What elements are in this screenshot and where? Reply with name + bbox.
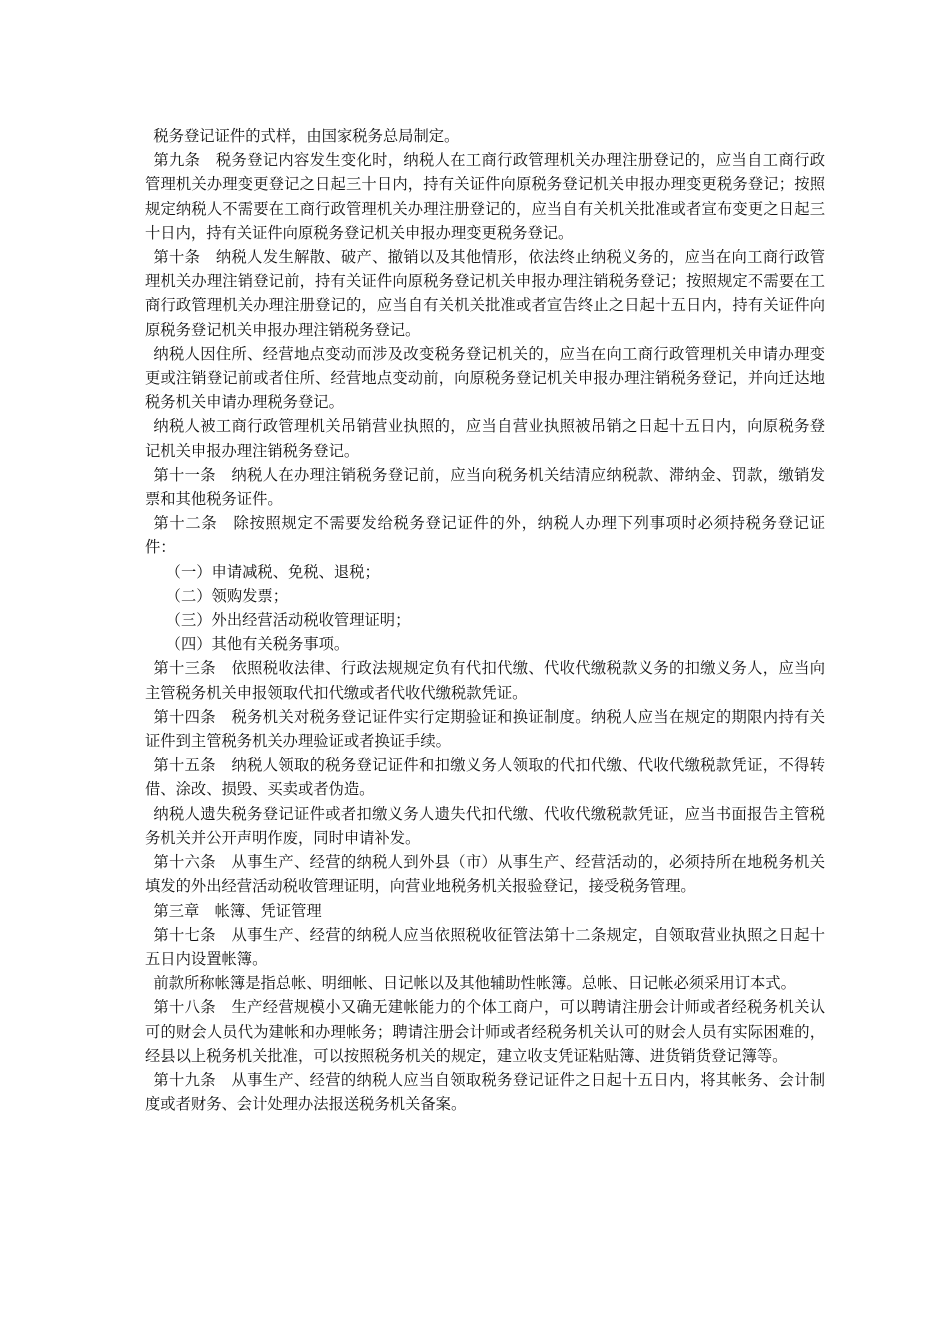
paragraph: 纳税人被工商行政管理机关吊销营业执照的，应当自营业执照被吊销之日起十五日内，向原税务登记机关申报办理注销税务登记。 xyxy=(145,417,825,460)
paragraph: 前款所称帐簿是指总帐、明细帐、日记帐以及其他辅助性帐簿。总帐、日记帐必须采用订本式。 xyxy=(153,974,796,993)
list-item: （一）申请减税、免税、退税； xyxy=(165,562,380,581)
list-item: （二）领购发票； xyxy=(165,586,289,605)
document-page xyxy=(145,124,825,1116)
chapter-heading: 第三章 帐簿、凭证管理 xyxy=(153,901,322,920)
list-item: （四）其他有关税务事项。 xyxy=(165,635,350,654)
article-18: 第十八条 生产经营规模小又确无建帐能力的个体工商户，可以聘请注册会计师或者经税务机关认可的财会人员代为建帐和办理帐务；聘请注册会计师或者经税务机关认可的财会人员有实际困难的，经县以上税务机关批准，可以按照税务机关的规定，建立收支凭证粘贴簿、进货销货登记簿等。 xyxy=(145,998,825,1065)
article-11: 第十一条 纳税人在办理注销税务登记前，应当向税务机关结清应纳税款、滞纳金、罚款，缴销发票和其他税务证件。 xyxy=(145,465,825,509)
article-17: 第十七条 从事生产、经营的纳税人应当依照税收征管法第十二条规定，自领取营业执照之日起十五日内设置帐簿。 xyxy=(145,925,825,968)
article-9: 第九条 税务登记内容发生变化时，纳税人在工商行政管理机关办理注册登记的，应当自工商行政管理机关办理变更登记之日起三十日内，持有关证件向原税务登记机关申报办理变更税务登记；按照规定纳税人不需要在工商行政管理机关办理注册登记的，应当自有关机关批准或者宣布变更之日起三十日内，持有关证件向原税务登记机关申报办理变更税务登记。 xyxy=(145,151,825,242)
list-item: （三）外出经营活动税收管理证明； xyxy=(165,611,411,630)
article-19: 第十九条 从事生产、经营的纳税人应当自领取税务登记证件之日起十五日内，将其帐务、会计制度或者财务、会计处理办法报送税务机关备案。 xyxy=(145,1070,825,1114)
paragraph: 纳税人因住所、经营地点变动而涉及改变税务登记机关的，应当在向工商行政管理机关申请办理变更或注销登记前或者住所、经营地点变动前，向原税务登记机关申报办理注销税务登记，并向迁达地税务机关申请办理税务登记。 xyxy=(145,344,825,412)
paragraph: 纳税人遗失税务登记证件或者扣缴义务人遗失代扣代缴、代收代缴税款凭证，应当书面报告主管税务机关并公开声明作废，同时申请补发。 xyxy=(145,804,825,847)
article-10: 第十条 纳税人发生解散、破产、撤销以及其他情形，依法终止纳税义务的，应当在向工商行政管理机关办理注销登记前，持有关证件向原税务登记机关申报办理注销税务登记；按照规定不需要在工商行政管理机关办理注册登记的，应当自有关机关批准或者宣告终止之日起十五日内，持有关证件向原税务登记机关申报办理注销税务登记。 xyxy=(145,248,825,339)
article-12: 第十二条 除按照规定不需要发给税务登记证件的外，纳税人办理下列事项时必须持税务登记证件： xyxy=(145,514,825,557)
article-13: 第十三条 依照税收法律、行政法规规定负有代扣代缴、代收代缴税款义务的扣缴义务人，应当向主管税务机关申报领取代扣代缴或者代收代缴税款凭证。 xyxy=(145,659,825,702)
article-14: 第十四条 税务机关对税务登记证件实行定期验证和换证制度。纳税人应当在规定的期限内持有关证件到主管税务机关办理验证或者换证手续。 xyxy=(145,707,825,751)
article-16: 第十六条 从事生产、经营的纳税人到外县（市）从事生产、经营活动的，必须持所在地税务机关填发的外出经营活动税收管理证明，向营业地税务机关报验登记，接受税务管理。 xyxy=(145,853,825,896)
article-15: 第十五条 纳税人领取的税务登记证件和扣缴义务人领取的代扣代缴、代收代缴税款凭证，不得转借、涂改、损毁、买卖或者伪造。 xyxy=(145,756,825,799)
paragraph: 税务登记证件的式样，由国家税务总局制定。 xyxy=(153,127,460,145)
